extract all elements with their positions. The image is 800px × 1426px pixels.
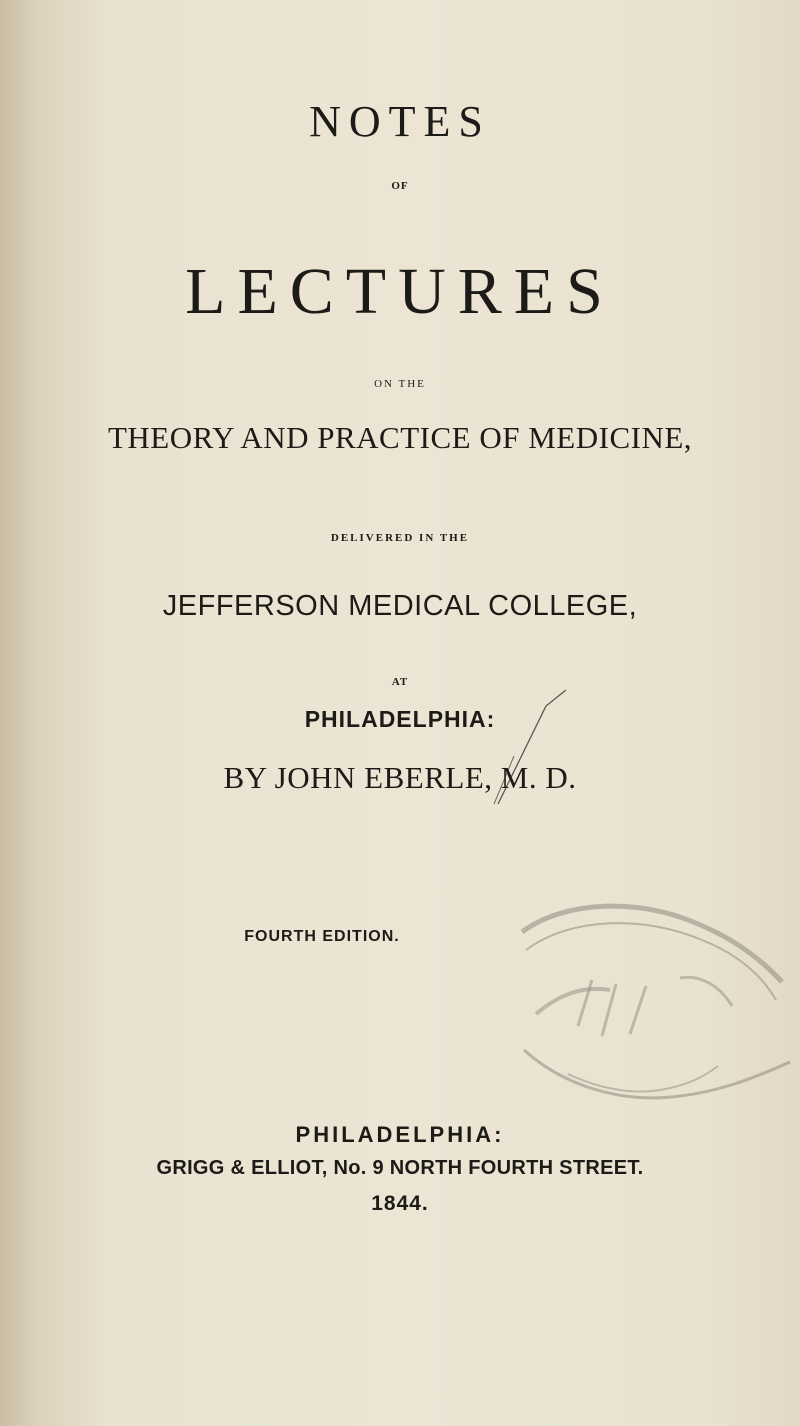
publication-city: PHILADELPHIA: — [295, 1122, 505, 1147]
subject-line: THEORY AND PRACTICE OF MEDICINE, — [107, 420, 693, 455]
edition-label: FOURTH EDITION. — [244, 928, 400, 945]
author-line: BY JOHN EBERLE, M. D. — [223, 760, 577, 795]
on-the-label: ON THE — [374, 378, 426, 390]
title-of: OF — [391, 180, 409, 192]
library-stamp-mark — [470, 890, 800, 1130]
publisher-line: GRIGG & ELLIOT, No. 9 NORTH FOURTH STREET. — [156, 1157, 644, 1179]
college-city: PHILADELPHIA: — [304, 706, 496, 732]
publication-year: 1844. — [371, 1192, 429, 1215]
at-label: AT — [391, 676, 409, 688]
title-lectures: LECTURES — [185, 255, 615, 328]
title-notes: NOTES — [309, 97, 491, 146]
delivered-label: DELIVERED IN THE — [330, 532, 470, 544]
college-name: JEFFERSON MEDICAL COLLEGE, — [162, 590, 638, 622]
